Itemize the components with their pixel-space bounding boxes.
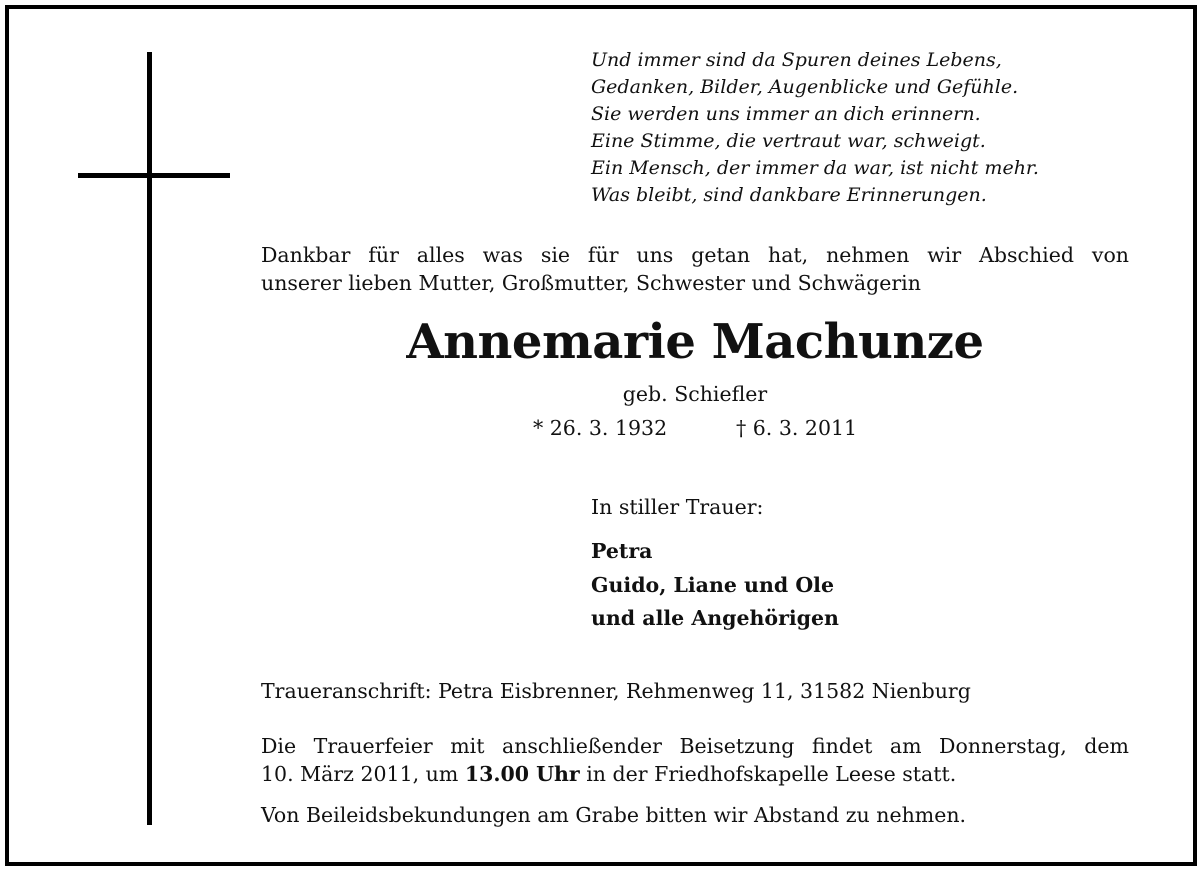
cross-horizontal-bar [78,173,230,178]
mourner-name: Guido, Liane und Ole [591,572,835,597]
condolence-note: Von Beileidsbekundungen am Grabe bitten wir Abstand zu nehmen. [261,803,967,827]
farewell-intro-line-2: unserer lieben Mutter, Großmutter, Schwester und Schwägerin [261,271,921,295]
cross-vertical-bar [147,52,152,825]
poem-line: Und immer sind da Spuren deines Lebens, [591,49,1002,71]
funeral-location-text: in der Friedhofskapelle Leese statt. [579,762,957,786]
farewell-intro-line-1: Dankbar für alles was sie für uns getan hat, nehmen wir Abschied von [261,243,1129,267]
birth-date: * 26. 3. 1932 [533,416,668,440]
mourners-list [591,535,839,636]
mourning-address: Traueranschrift: Petra Eisbrenner, Rehmenweg 11, 31582 Nienburg [261,679,971,703]
funeral-announcement [261,732,1129,788]
mourner-name: und alle Angehörigen [591,606,839,630]
funeral-announcement-line-2 [261,760,1129,788]
deceased-name: Annemarie Machunze [406,314,984,370]
funeral-date-text: 10. März 2011, um [261,762,465,786]
funeral-announcement-line-1: Die Trauerfeier mit anschließender Beisetzung findet am Donnerstag, dem [261,734,1129,758]
farewell-intro [261,241,1129,297]
memorial-poem [591,47,1039,209]
mourner-name: Petra [591,539,653,563]
poem-line: Was bleibt, sind dankbare Erinnerungen. [591,184,987,206]
poem-line: Eine Stimme, die vertraut war, schweigt. [591,130,986,152]
funeral-time: 13.00 Uhr [464,762,580,786]
poem-line: Gedanken, Bilder, Augenblicke und Gefühle. [591,76,1019,98]
poem-line: Ein Mensch, der immer da war, ist nicht mehr. [591,157,1039,179]
poem-line: Sie werden uns immer an dich erinnern. [591,103,981,125]
mourning-label: In stiller Trauer: [591,495,764,519]
death-date: † 6. 3. 2011 [736,416,858,440]
maiden-name: geb. Schiefler [622,382,768,406]
